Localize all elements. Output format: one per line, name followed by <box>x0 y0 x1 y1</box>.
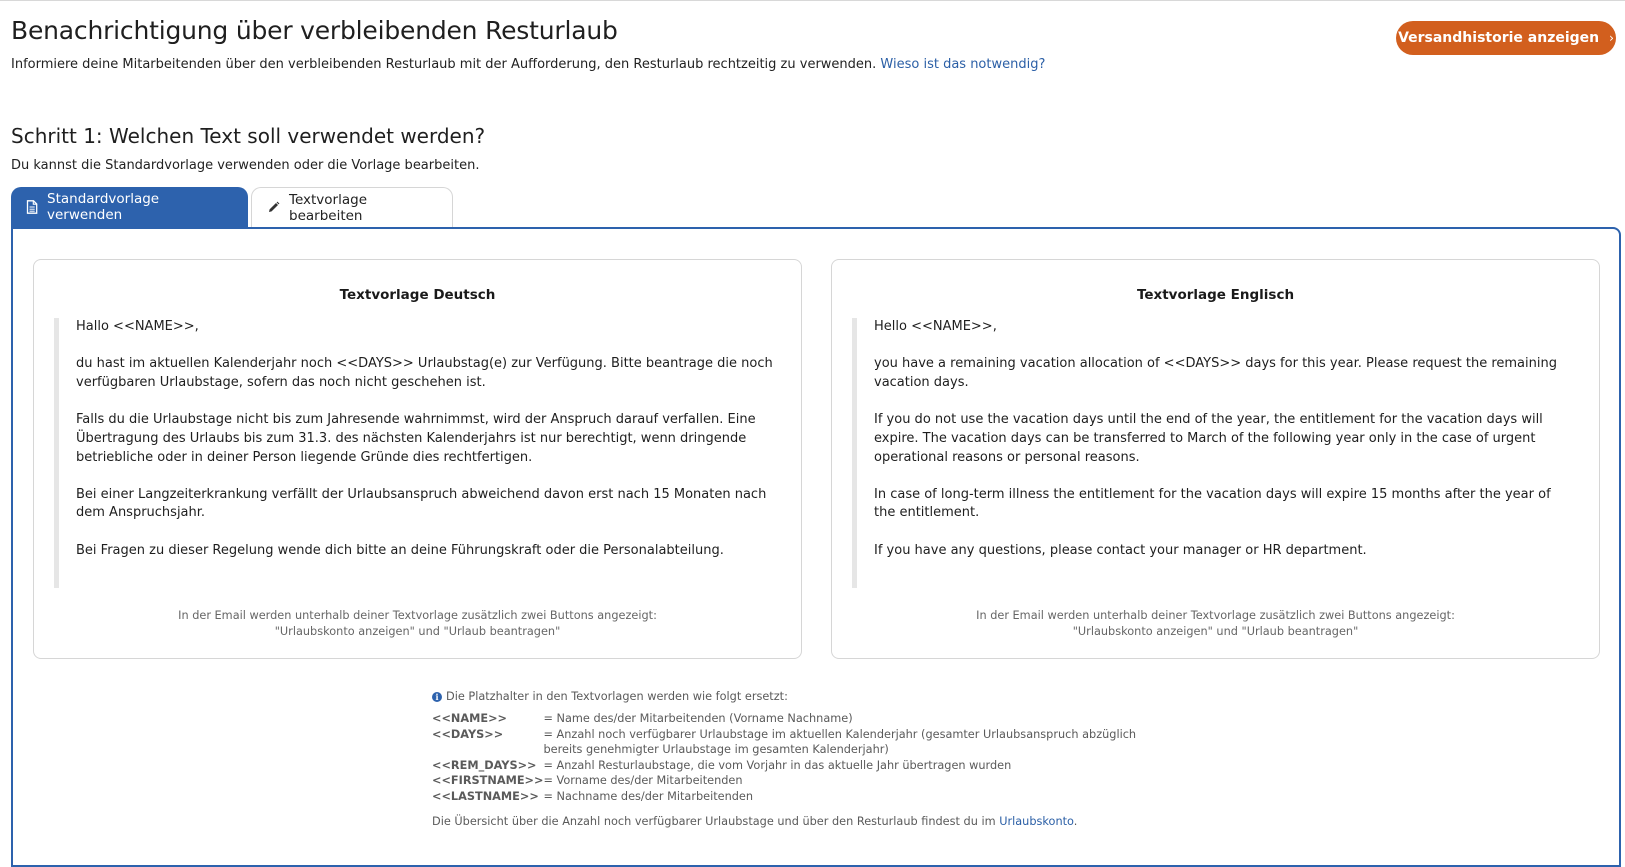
placeholder-table <box>432 711 1163 805</box>
template-paragraph: du hast im aktuellen Kalenderjahr noch <<DAYS>> Urlaubstag(e) zur Verfügung. Bitte beantrage die noch verfügbaren Urlaubstage, sofern das noch nicht geschehen ist. <box>76 356 773 390</box>
placeholder-description: = Nachname des/der Mitarbeitenden <box>543 789 754 803</box>
step1-title: Schritt 1: Welchen Text soll verwendet werden? <box>11 124 486 148</box>
placeholder-row <box>432 789 1163 805</box>
overview-note <box>432 815 1163 828</box>
info-icon: i <box>432 692 442 702</box>
email-buttons-note <box>832 608 1599 640</box>
legend-intro-text: Die Platzhalter in den Textvorlagen werden wie folgt ersetzt: <box>446 690 788 703</box>
template-card-english <box>831 259 1600 659</box>
template-text-english <box>852 318 1574 588</box>
template-paragraph: Bei Fragen zu dieser Regelung wende dich bitte an deine Führungskraft oder die Personalabteilung. <box>76 542 724 558</box>
template-paragraph: Bei einer Langzeiterkrankung verfällt der Urlaubsanspruch abweichend davon erst nach 15 Monaten nach dem Anspruchsjahr. <box>76 486 767 521</box>
overview-text: Die Übersicht über die Anzahl noch verfügbarer Urlaubstage und über den Resturlaub findest du im <box>432 814 996 828</box>
pencil-icon <box>267 201 280 214</box>
card-title-english: Textvorlage Englisch <box>1136 287 1295 303</box>
placeholder-row <box>432 773 1163 789</box>
placeholder-description: = Vorname des/der Mitarbeitenden <box>543 774 743 788</box>
placeholder-description: = Name des/der Mitarbeitenden (Vorname Nachname) <box>543 712 853 725</box>
page-subtitle <box>11 57 1045 72</box>
template-card-german <box>33 259 802 659</box>
placeholder-key: <<DAYS>> <box>432 727 504 741</box>
template-paragraph: Falls du die Urlaubstage nicht bis zum Jahresende wahrnimmst, wird der Anspruch darauf verfallen. Eine Übertragung des Urlaubs bis zum 31.3. des nächsten Kalenderjahrs ist nur berechtigt, wenn dringende betriebliche oder in deiner Person liegende Gründe dies rechtfertigen. <box>76 412 756 465</box>
show-history-label: Versandhistorie anzeigen <box>1398 30 1600 46</box>
legend-intro <box>432 690 1163 703</box>
show-history-button[interactable] <box>1396 21 1616 55</box>
tab-default-template-label: Standardvorlage verwenden <box>47 191 160 223</box>
template-paragraph: In case of long-term illness the entitlement for the vacation days will expire 15 months after the year of the entitlement. <box>874 486 1551 521</box>
step1-subtitle: Du kannst die Standardvorlage verwenden oder die Vorlage bearbeiten. <box>11 158 480 173</box>
note-line: "Urlaubskonto anzeigen" und "Urlaub beantragen" <box>274 625 561 638</box>
placeholder-legend <box>432 690 1163 828</box>
why-necessary-link[interactable]: Wieso ist das notwendig? <box>880 57 1046 72</box>
template-paragraph: Hello <<NAME>>, <box>874 319 997 334</box>
template-paragraph: If you have any questions, please contact your manager or HR department. <box>874 542 1367 558</box>
tab-edit-template[interactable] <box>251 187 453 227</box>
tab-default-template[interactable] <box>11 187 248 227</box>
overview-end: . <box>1073 814 1078 828</box>
placeholder-description: = Anzahl noch verfügbarer Urlaubstage im aktuellen Kalenderjahr (gesamter Urlaubsanspruch abzüglich bereits genehmigter Urlaubstage im gesamten Kalenderjahr) <box>543 727 1137 757</box>
placeholder-key: <<NAME>> <box>432 712 508 725</box>
subtitle-text: Informiere deine Mitarbeitenden über den verbleibenden Resturlaub mit der Aufforderung, den Resturlaub rechtzeitig zu verwenden. <box>11 57 877 72</box>
placeholder-description: = Anzahl Resturlaubstage, die vom Vorjahr in das aktuelle Jahr übertragen wurden <box>543 758 1012 772</box>
template-text-german <box>54 318 776 588</box>
top-divider <box>0 0 1625 1</box>
note-line: "Urlaubskonto anzeigen" und "Urlaub beantragen" <box>1072 625 1359 638</box>
placeholder-row <box>432 758 1163 774</box>
placeholder-key: <<LASTNAME>> <box>432 789 539 803</box>
email-buttons-note <box>34 608 801 640</box>
card-title-german: Textvorlage Deutsch <box>339 287 496 303</box>
note-line: In der Email werden unterhalb deiner Textvorlage zusätzlich zwei Buttons angezeigt: <box>976 609 1455 622</box>
tab-edit-template-label: Textvorlage bearbeiten <box>289 191 368 224</box>
placeholder-key: <<REM_DAYS>> <box>432 758 537 772</box>
placeholder-row <box>432 727 1163 758</box>
document-icon <box>26 200 38 214</box>
template-paragraph: Hallo <<NAME>>, <box>76 319 199 334</box>
note-line: In der Email werden unterhalb deiner Textvorlage zusätzlich zwei Buttons angezeigt: <box>178 609 657 622</box>
page-title: Benachrichtigung über verbleibenden Resturlaub <box>11 16 618 45</box>
chevron-right-icon: › <box>1609 31 1614 45</box>
template-paragraph: If you do not use the vacation days until the end of the year, the entitlement for the vacation days will expire. The vacation days can be transferred to March of the following year only in the case of urgent operational reasons or personal reasons. <box>874 412 1543 465</box>
vacation-account-link[interactable]: Urlaubskonto <box>999 814 1074 828</box>
template-paragraph: you have a remaining vacation allocation of <<DAYS>> days for this year. Please request the remaining vacation days. <box>874 356 1557 390</box>
placeholder-row <box>432 711 1163 727</box>
placeholder-key: <<FIRSTNAME>> <box>432 774 544 788</box>
